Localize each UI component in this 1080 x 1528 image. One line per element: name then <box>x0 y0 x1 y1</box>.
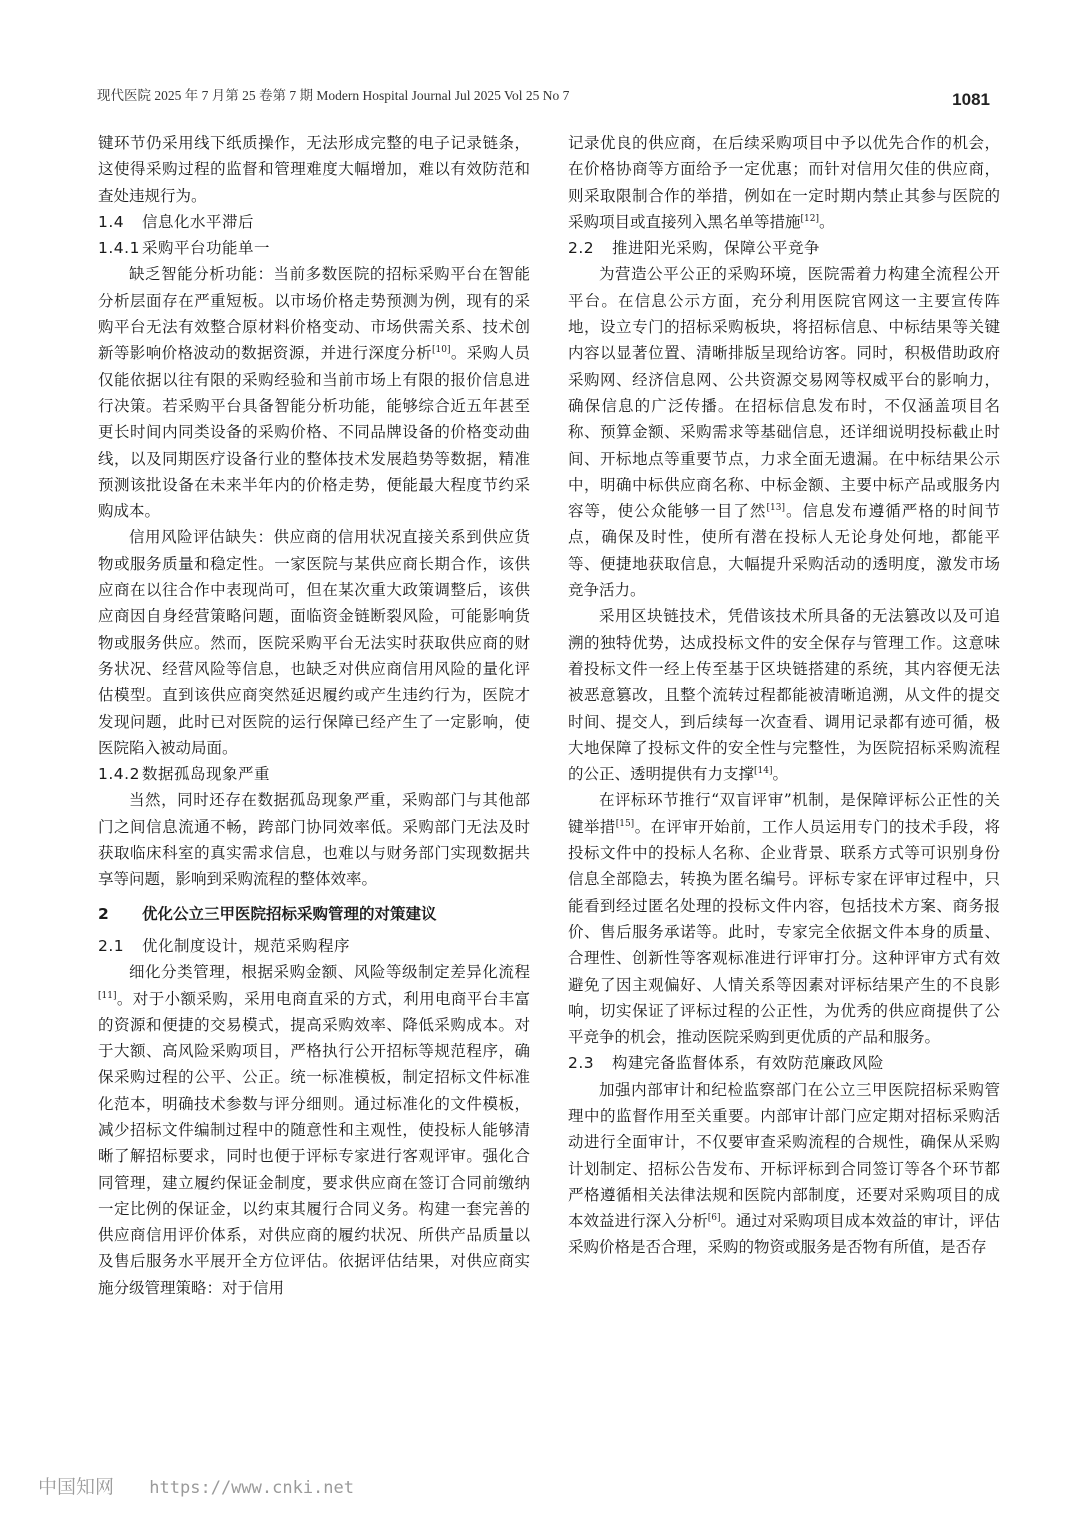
body-paragraph: 记录优良的供应商，在后续采购项目中予以优先合作的机会，在价格协商等方面给予一定优惠；而针对信用欠佳的供应商，则采取限制合作的举措，例如在一定时期内禁止其参与医院的采购项目或直接列入黑名单等措施[12]。 <box>568 134 1000 231</box>
watermark-url[interactable]: https://www.cnki.net <box>149 1478 354 1498</box>
right-column <box>568 130 1000 1261</box>
section-number: 2.1 <box>98 936 125 955</box>
journal-info: 现代医院 2025 年 7 月第 25 卷第 7 期 Modern Hospital Journal Jul 2025 Vol 25 No 7 <box>97 88 570 103</box>
citation-ref[interactable]: [12] <box>800 213 819 224</box>
running-header <box>97 82 990 112</box>
body-paragraph: 当然，同时还存在数据孤岛现象严重，采购部门与其他部门之间信息流通不畅，跨部门协同效率低。采购部门无法及时获取临床科室的真实需求信息，也难以与财务部门实现数据共享等问题，影响到采购流程的整体效率。 <box>98 791 530 889</box>
cnki-watermark <box>38 1472 354 1499</box>
citation-ref[interactable]: [14] <box>754 765 773 776</box>
body-paragraph: 采用区块链技术，凭借该技术所具备的无法篡改以及可追溯的独特优势，达成投标文件的安全保存与管理工作。这意味着投标文件一经上传至基于区块链搭建的系统，其内容便无法被恶意篡改，且整个流转过程都能被清晰追溯，从文件的提交时间、提交人，到后续每一次查看、调用记录都有迹可循，极大地保障了投标文件的安全性与完整性，为医院招标采购流程的公正、透明提供有力支撑[14]。 <box>568 607 1000 784</box>
body-paragraph: 键环节仍采用线下纸质操作，无法形成完整的电子记录链条，这使得采购过程的监督和管理难度大幅增加，难以有效防范和查处违规行为。 <box>98 134 530 205</box>
section-title: 数据孤岛现象严重 <box>142 765 271 784</box>
citation-ref[interactable]: [6] <box>707 1213 721 1224</box>
subsection-heading <box>98 933 530 959</box>
section-title: 信息化水平滞后 <box>142 212 255 231</box>
subsection-heading <box>98 761 530 787</box>
section-number: 1.4.2 <box>98 765 140 784</box>
section-heading <box>98 901 530 927</box>
body-paragraph: 缺乏智能分析功能：当前多数医院的招标采购平台在智能分析层面存在严重短板。以市场价格走势预测为例，现有的采购平台无法有效整合原材料价格变动、市场供需关系、技术创新等影响价格波动的数据资源，并进行深度分析[10]。采购人员仅能依据以往有限的采购经验和当前市场上有限的报价信息进行决策。若采购平台具备智能分析功能，能够综合近五年甚至更长时间内同类设备的采购价格、不同品牌设备的价格变动曲线，以及同期医疗设备行业的整体技术发展趋势等数据，精准预测该批设备在未来半年内的价格走势，便能最大程度节约采购成本。 <box>98 265 530 521</box>
section-title: 优化制度设计，规范采购程序 <box>142 936 351 955</box>
citation-ref[interactable]: [15] <box>615 818 635 829</box>
section-title: 构建完备监督体系，有效防范廉政风险 <box>612 1054 885 1073</box>
body-paragraph: 信用风险评估缺失：供应商的信用状况直接关系到供应货物或服务质量和稳定性。一家医院与某供应商长期合作，该供应商在以往合作中表现尚可，但在某次重大政策调整后，该供应商因自身经营策略问题，面临资金链断裂风险，可能影响货物或服务供应。然而，医院采购平台无法实时获取供应商的财务状况、经营风险等信息，也缺乏对供应商信用风险的量化评估模型。直到该供应商突然延迟履约或产生违约行为，医院才发现问题，此时已对医院的运行保障已经产生了一定影响，使医院陷入被动局面。 <box>98 528 530 757</box>
section-title: 优化公立三甲医院招标采购管理的对策建议 <box>142 904 437 923</box>
citation-ref[interactable]: [13] <box>766 503 785 513</box>
body-paragraph: 细化分类管理，根据采购金额、风险等级制定差异化流程[11]。对于小额采购，采用电商直采的方式，利用电商平台丰富的资源和便捷的交易模式，提高采购效率、降低采购成本。对于大额、高风险采购项目，严格执行公开招标等规范程序，确保采购过程的公平、公正。统一标准模板，制定招标文件标准化范本，明确技术参数与评分细则。通过标准化的文件模板，减少招标文件编制过程中的随意性和主观性，使投标人能够清晰了解招标要求，同时也便于评标专家进行客观评审。强化合同管理，建立履约保证金制度，要求供应商在签订合同前缴纳一定比例的保证金，以约束其履行合同义务。构建一套完善的供应商信用评价体系，对供应商的履约状况、所供产品质量以及售后服务水平展开全方位评估。依据评估结果，对供应商实施分级管理策略：对于信用 <box>98 963 530 1297</box>
section-number: 1.4 <box>98 212 125 231</box>
subsection-heading <box>98 235 530 261</box>
watermark-brand: 中国知网 <box>38 1477 115 1498</box>
section-title: 采购平台功能单一 <box>142 239 271 258</box>
citation-ref[interactable]: [11] <box>98 990 117 1001</box>
section-title: 推进阳光采购，保障公平竞争 <box>612 239 821 258</box>
subsection-heading <box>98 209 530 235</box>
subsection-heading <box>568 235 1000 261</box>
left-column <box>98 130 530 1301</box>
body-paragraph: 在评标环节推行“双盲评审”机制，是保障评标公正性的关键举措[15]。在评审开始前，工作人员运用专门的技术手段，将投标文件中的投标人名称、企业背景、联系方式等可识别身份信息全部隐去，转换为匿名编号。评标专家在评审过程中，只能看到经过匿名处理的投标文件内容，包括技术方案、商务报价、售后服务承诺等。此时，专家完全依据文件本身的质量、合理性、创新性等客观标准进行评审打分。这种评审方式有效避免了因主观偏好、人情关系等因素对评标结果产生的不良影响，切实保证了评标过程的公正性，为优秀的供应商提供了公平竞争的机会，推动医院采购到更优质的产品和服务。 <box>568 791 1000 1047</box>
subsection-heading <box>568 1050 1000 1076</box>
body-paragraph: 为营造公平公正的采购环境，医院需着力构建全流程公开平台。在信息公示方面，充分利用医院官网这一主要宣传阵地，设立专门的招标采购板块，将招标信息、中标结果等关键内容以显著位置、清晰排版呈现给访客。同时，积极借助政府采购网、经济信息网、公共资源交易网等权威平台的影响力，确保信息的广泛传播。在招标信息发布时，不仅涵盖项目名称、预算金额、采购需求等基础信息，还详细说明投标截止时间、开标地点等重要节点，力求全面无遗漏。在中标结果公示中，明确中标供应商名称、中标金额、主要中标产品或服务内容等，使公众能够一目了然[13]。信息发布遵循严格的时间节点，确保及时性，使所有潜在投标人无论身处何地，都能平等、便捷地获取信息，大幅提升采购活动的透明度，激发市场竞争活力。 <box>568 265 1000 600</box>
section-number: 2 <box>98 904 109 923</box>
body-paragraph: 加强内部审计和纪检监察部门在公立三甲医院招标采购管理中的监督作用至关重要。内部审计部门应定期对招标采购活动进行全面审计，不仅要审查采购流程的合规性，确保从采购计划制定、招标公告发布、开标评标到合同签订等各个环节都严格遵循相关法律法规和医院内部制度，还要对采购项目的成本效益进行深入分析[6]。通过对采购项目成本效益的审计，评估采购价格是否合理，采购的物资或服务是否物有所值，是否存 <box>568 1080 1000 1257</box>
citation-ref[interactable]: [10] <box>431 345 451 356</box>
section-number: 2.2 <box>568 239 595 258</box>
section-number: 1.4.1 <box>98 239 140 258</box>
page-number: 1081 <box>952 90 990 109</box>
section-number: 2.3 <box>568 1054 595 1073</box>
